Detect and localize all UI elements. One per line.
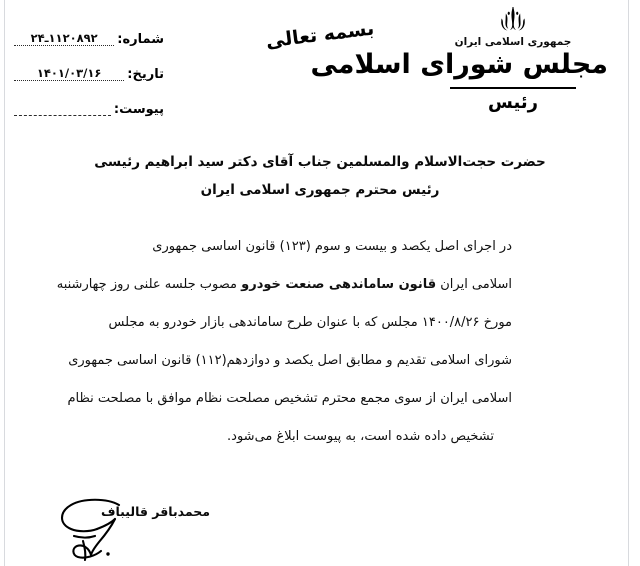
handwritten-signature-icon <box>45 496 155 566</box>
letterhead-country: جمهوری اسلامی ایران <box>454 36 572 48</box>
number-value: ۲۴ـ۱۱۲۰۸۹۲ <box>30 31 98 45</box>
body-line-2 <box>56 277 512 292</box>
letterhead-divider <box>450 87 576 89</box>
body-line-2-prefix: اسلامی ایران <box>436 277 512 292</box>
body-line-1: در اجرای اصل یکصد و بیست و سوم (۱۲۳) قانون اساسی جمهوری <box>152 239 512 254</box>
date-field-line <box>14 66 124 81</box>
letter-header <box>0 0 640 160</box>
signature-block <box>0 498 330 566</box>
basmala-text: بسمه تعالی <box>264 17 376 53</box>
attachment-field-line <box>14 101 111 116</box>
addressee-block <box>68 156 572 211</box>
date-value: ۱۴۰۱/۰۳/۱۶ <box>36 66 102 80</box>
meta-row-date <box>14 63 164 81</box>
body-line-5: اسلامی ایران از سوی مجمع محترم تشخیص مصلحت نظام موافق با مصلحت نظام <box>67 391 512 406</box>
letter-body <box>56 239 512 468</box>
meta-row-attachment <box>14 98 164 116</box>
addressee-line-1: حضرت حجت‌الاسلام والمسلمین جناب آقای دکتر سید ابراهیم رئیسی <box>94 154 546 170</box>
body-line-3: مورخ ۱۴۰۰/۸/۲۶ مجلس که با عنوان طرح ساماندهی بازار خودرو به مجلس <box>108 315 512 330</box>
meta-row-number <box>14 28 164 46</box>
letterhead-organization: مجلس شورای اسلامی <box>310 48 608 80</box>
body-line-6: تشخیص داده شده است، به پیوست ابلاغ می‌شود. <box>227 429 494 444</box>
body-line-2-suffix: مصوب جلسه علنی روز چهارشنبه <box>56 277 242 292</box>
iran-national-emblem-icon <box>496 6 530 36</box>
body-line-4: شورای اسلامی تقدیم و مطابق اصل یکصد و دوازدهم(۱۱۲) قانون اساسی جمهوری <box>68 353 512 368</box>
law-title-emphasis: قانون ساماندهی صنعت خودرو <box>241 277 437 292</box>
letterhead-role: رئیس <box>488 91 538 113</box>
letter-meta-fields <box>14 28 164 133</box>
signer-name: محمدباقر قالیباف <box>100 504 210 519</box>
attachment-label: پیوست: <box>113 102 164 117</box>
addressee-line-2: رئیس محترم جمهوری اسلامی ایران <box>200 181 440 198</box>
number-label: شماره: <box>117 32 164 47</box>
date-label: تاریخ: <box>127 67 164 82</box>
number-field-line <box>14 31 114 46</box>
